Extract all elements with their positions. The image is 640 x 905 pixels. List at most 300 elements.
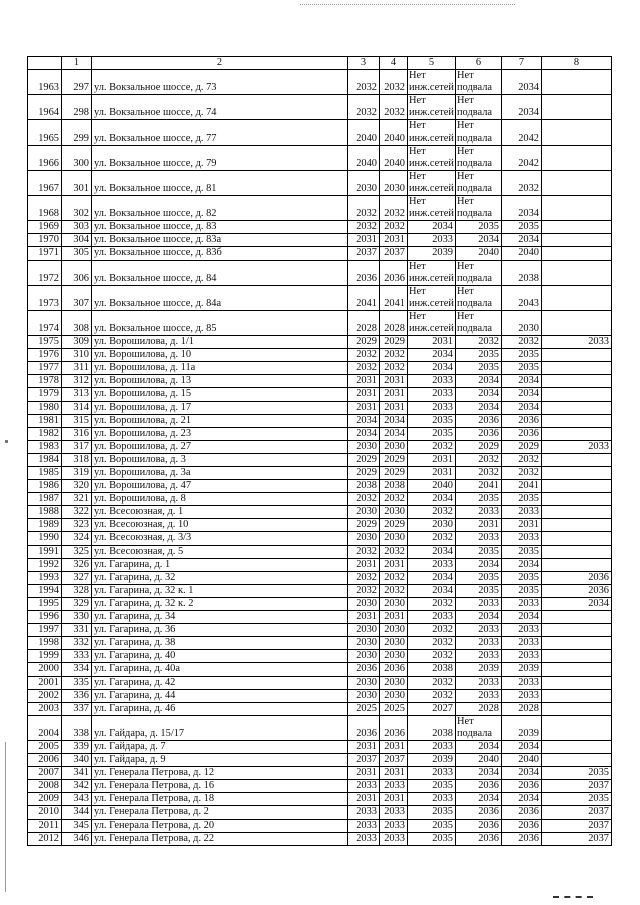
table-row	[28, 427, 612, 440]
cell-n: 1983	[28, 440, 62, 453]
cell-c7: 2040	[502, 247, 542, 260]
cell-c7: 2032	[502, 453, 542, 466]
cell-c6: 2034	[456, 611, 502, 624]
cell-c4: 2029	[380, 467, 408, 480]
cell-c4: 2034	[380, 427, 408, 440]
cell-c3: 2032	[348, 349, 380, 362]
cell-n: 1968	[28, 196, 62, 221]
cell-id: 334	[62, 663, 92, 676]
cell-addr: ул. Генерала Петрова, д. 12	[92, 767, 348, 780]
cell-n: 2003	[28, 702, 62, 715]
cell-c3: 2030	[348, 689, 380, 702]
cell-addr: ул. Ворошилова, д. 10	[92, 349, 348, 362]
cell-id: 310	[62, 349, 92, 362]
cell-c8	[542, 349, 612, 362]
cell-n: 2012	[28, 832, 62, 845]
cell-c8: 2036	[542, 584, 612, 597]
header-cell: 7	[502, 57, 542, 70]
cell-c4: 2032	[380, 349, 408, 362]
cell-c6: 2035	[456, 221, 502, 234]
header-cell: 3	[348, 57, 380, 70]
cell-c3: 2032	[348, 545, 380, 558]
cell-addr: ул. Ворошилова, д. 8	[92, 493, 348, 506]
cell-c5: 2027	[408, 702, 456, 715]
cell-c8	[542, 170, 612, 195]
cell-c5: 2034	[408, 493, 456, 506]
cell-c5: 2033	[408, 611, 456, 624]
cell-id: 335	[62, 676, 92, 689]
cell-c8	[542, 414, 612, 427]
cell-text-line: Нет	[457, 145, 474, 157]
cell-c7: 2030	[502, 310, 542, 335]
cell-addr: ул. Всесоюзная, д. 5	[92, 545, 348, 558]
cell-addr: ул. Гагарина, д. 32 к. 2	[92, 597, 348, 610]
cell-c8	[542, 70, 612, 95]
header-cell: 6	[456, 57, 502, 70]
cell-c8	[542, 145, 612, 170]
table-row	[28, 234, 612, 247]
cell-n: 1984	[28, 453, 62, 466]
cell-c8	[542, 624, 612, 637]
cell-addr: ул. Ворошилова, д. 27	[92, 440, 348, 453]
cell-c6: 2034	[456, 558, 502, 571]
cell-c5	[408, 120, 456, 145]
cell-addr: ул. Вокзальное шоссе, д. 83б	[92, 247, 348, 260]
cell-c6: 2033	[456, 650, 502, 663]
cell-c7: 2036	[502, 819, 542, 832]
cell-c6: 2035	[456, 584, 502, 597]
cell-c5: 2033	[408, 558, 456, 571]
cell-c4: 2038	[380, 480, 408, 493]
table-row	[28, 819, 612, 832]
table-row	[28, 467, 612, 480]
cell-c3: 2037	[348, 754, 380, 767]
cell-id: 313	[62, 388, 92, 401]
cell-text-line: Нет	[457, 196, 474, 208]
cell-c7: 2035	[502, 571, 542, 584]
cell-c7: 2034	[502, 558, 542, 571]
cell-id: 329	[62, 597, 92, 610]
cell-c3: 2038	[348, 480, 380, 493]
cell-text-line: Нет	[409, 260, 426, 272]
cell-c6	[456, 285, 502, 310]
cell-c7: 2034	[502, 388, 542, 401]
cell-c4: 2032	[380, 70, 408, 95]
cell-id: 301	[62, 170, 92, 195]
cell-text-line: подвала	[457, 157, 493, 169]
cell-c7: 2042	[502, 120, 542, 145]
cell-c8	[542, 375, 612, 388]
cell-c5: 2031	[408, 453, 456, 466]
cell-c4: 2029	[380, 336, 408, 349]
cell-c4: 2033	[380, 832, 408, 845]
cell-c4: 2032	[380, 571, 408, 584]
cell-c8: 2037	[542, 780, 612, 793]
table-row	[28, 493, 612, 506]
cell-n: 2005	[28, 740, 62, 753]
cell-addr: ул. Вокзальное шоссе, д. 73	[92, 70, 348, 95]
cell-n: 2007	[28, 767, 62, 780]
cell-c8	[542, 362, 612, 375]
cell-c3: 2033	[348, 832, 380, 845]
cell-id: 315	[62, 414, 92, 427]
cell-id: 340	[62, 754, 92, 767]
table-row	[28, 715, 612, 740]
cell-n: 1987	[28, 493, 62, 506]
cell-text-line: инж.сетей	[409, 82, 454, 94]
cell-c4: 2030	[380, 676, 408, 689]
cell-c5: 2038	[408, 663, 456, 676]
cell-c5: 2032	[408, 650, 456, 663]
cell-n: 1971	[28, 247, 62, 260]
cell-n: 1978	[28, 375, 62, 388]
cell-c4: 2030	[380, 689, 408, 702]
cell-id: 304	[62, 234, 92, 247]
cell-c6: 2033	[456, 637, 502, 650]
cell-c8	[542, 95, 612, 120]
cell-addr: ул. Гагарина, д. 44	[92, 689, 348, 702]
cell-c3: 2030	[348, 676, 380, 689]
table-row	[28, 637, 612, 650]
table-row	[28, 414, 612, 427]
cell-c8	[542, 545, 612, 558]
cell-addr: ул. Гагарина, д. 46	[92, 702, 348, 715]
cell-c6	[456, 170, 502, 195]
cell-id: 330	[62, 611, 92, 624]
cell-id: 345	[62, 819, 92, 832]
cell-c6: 2034	[456, 401, 502, 414]
cell-c7: 2043	[502, 285, 542, 310]
cell-c7: 2032	[502, 170, 542, 195]
cell-c4: 2041	[380, 285, 408, 310]
table-row	[28, 780, 612, 793]
cell-c8: 2037	[542, 832, 612, 845]
cell-c8	[542, 221, 612, 234]
table-row	[28, 793, 612, 806]
cell-id: 309	[62, 336, 92, 349]
cell-addr: ул. Гайдара, д. 9	[92, 754, 348, 767]
cell-c5	[408, 70, 456, 95]
cell-n: 1997	[28, 624, 62, 637]
cell-c4: 2032	[380, 196, 408, 221]
cell-addr: ул. Ворошилова, д. 23	[92, 427, 348, 440]
table-row	[28, 624, 612, 637]
table-row	[28, 806, 612, 819]
cell-c3: 2031	[348, 558, 380, 571]
cell-id: 320	[62, 480, 92, 493]
cell-c3: 2034	[348, 414, 380, 427]
table-body	[28, 57, 612, 846]
cell-c5: 2032	[408, 676, 456, 689]
table-row	[28, 362, 612, 375]
cell-text-line: подвала	[457, 727, 493, 739]
cell-addr: ул. Гагарина, д. 40	[92, 650, 348, 663]
cell-addr: ул. Гагарина, д. 34	[92, 611, 348, 624]
cell-addr: ул. Ворошилова, д. 1/1	[92, 336, 348, 349]
table-row	[28, 70, 612, 95]
cell-c4: 2025	[380, 702, 408, 715]
cell-c7: 2039	[502, 715, 542, 740]
cell-c5	[408, 145, 456, 170]
cell-addr: ул. Гагарина, д. 32	[92, 571, 348, 584]
cell-n: 1969	[28, 221, 62, 234]
cell-id: 319	[62, 467, 92, 480]
cell-c4: 2030	[380, 597, 408, 610]
cell-c4: 2031	[380, 234, 408, 247]
cell-addr: ул. Вокзальное шоссе, д. 77	[92, 120, 348, 145]
cell-c7: 2034	[502, 793, 542, 806]
table-row	[28, 440, 612, 453]
cell-id: 325	[62, 545, 92, 558]
cell-c3: 2032	[348, 571, 380, 584]
cell-n: 1980	[28, 401, 62, 414]
table-row	[28, 545, 612, 558]
cell-c7: 2041	[502, 480, 542, 493]
cell-c3: 2033	[348, 806, 380, 819]
cell-c5	[408, 170, 456, 195]
cell-c3: 2036	[348, 663, 380, 676]
cell-c5: 2031	[408, 467, 456, 480]
scan-artifact-dashes	[553, 896, 593, 898]
cell-c3: 2032	[348, 70, 380, 95]
cell-c3: 2034	[348, 427, 380, 440]
cell-c4: 2028	[380, 310, 408, 335]
cell-c8	[542, 310, 612, 335]
cell-c8: 2033	[542, 336, 612, 349]
cell-text-line: подвала	[457, 107, 493, 119]
cell-addr: ул. Вокзальное шоссе, д. 74	[92, 95, 348, 120]
table-row	[28, 145, 612, 170]
cell-id: 346	[62, 832, 92, 845]
cell-text-line: инж.сетей	[409, 107, 454, 119]
cell-id: 339	[62, 740, 92, 753]
cell-text-line: инж.сетей	[409, 182, 454, 194]
cell-c3: 2040	[348, 145, 380, 170]
table-row	[28, 375, 612, 388]
cell-addr: ул. Гагарина, д. 32 к. 1	[92, 584, 348, 597]
cell-c6: 2033	[456, 597, 502, 610]
cell-c5: 2034	[408, 362, 456, 375]
cell-id: 297	[62, 70, 92, 95]
cell-c6	[456, 145, 502, 170]
cell-addr: ул. Ворошилова, д. 13	[92, 375, 348, 388]
cell-c3: 2031	[348, 375, 380, 388]
table-row	[28, 611, 612, 624]
cell-n: 1985	[28, 467, 62, 480]
cell-c4: 2030	[380, 170, 408, 195]
cell-c6: 2033	[456, 506, 502, 519]
cell-addr: ул. Вокзальное шоссе, д. 84а	[92, 285, 348, 310]
cell-c5: 2032	[408, 624, 456, 637]
cell-n: 1982	[28, 427, 62, 440]
cell-n: 1991	[28, 545, 62, 558]
table-row	[28, 558, 612, 571]
cell-c4: 2031	[380, 793, 408, 806]
cell-text-line: Нет	[409, 70, 426, 82]
cell-c6: 2035	[456, 349, 502, 362]
cell-c7: 2033	[502, 650, 542, 663]
table-row	[28, 401, 612, 414]
cell-text-line: Нет	[409, 196, 426, 208]
cell-c3: 2030	[348, 637, 380, 650]
cell-id: 302	[62, 196, 92, 221]
cell-c6: 2033	[456, 689, 502, 702]
cell-addr: ул. Ворошилова, д. 17	[92, 401, 348, 414]
cell-c8	[542, 247, 612, 260]
table-row	[28, 170, 612, 195]
table-row	[28, 349, 612, 362]
cell-c6: 2035	[456, 362, 502, 375]
cell-id: 338	[62, 715, 92, 740]
cell-addr: ул. Гагарина, д. 1	[92, 558, 348, 571]
cell-c4: 2032	[380, 362, 408, 375]
cell-c7: 2035	[502, 493, 542, 506]
cell-c8	[542, 467, 612, 480]
cell-addr: ул. Гагарина, д. 40а	[92, 663, 348, 676]
cell-c4: 2031	[380, 740, 408, 753]
cell-c4: 2036	[380, 715, 408, 740]
cell-c7: 2035	[502, 221, 542, 234]
cell-text-line: Нет	[457, 70, 474, 82]
cell-c5: 2034	[408, 545, 456, 558]
cell-c4: 2030	[380, 624, 408, 637]
cell-text-line: Нет	[457, 95, 474, 107]
cell-c8	[542, 637, 612, 650]
cell-c4: 2036	[380, 663, 408, 676]
cell-id: 306	[62, 260, 92, 285]
cell-c6	[456, 196, 502, 221]
cell-c4: 2031	[380, 558, 408, 571]
cell-addr: ул. Генерала Петрова, д. 22	[92, 832, 348, 845]
housing-repair-schedule-table	[27, 56, 612, 846]
cell-c6: 2041	[456, 480, 502, 493]
cell-c5: 2030	[408, 519, 456, 532]
cell-n: 2011	[28, 819, 62, 832]
cell-c4: 2031	[380, 401, 408, 414]
cell-c8	[542, 493, 612, 506]
cell-c3: 2036	[348, 715, 380, 740]
cell-c6: 2036	[456, 414, 502, 427]
cell-c5: 2035	[408, 414, 456, 427]
cell-text-line: Нет	[409, 310, 426, 322]
cell-text-line: Нет	[457, 285, 474, 297]
cell-addr: ул. Ворошилова, д. 3а	[92, 467, 348, 480]
table-row	[28, 336, 612, 349]
cell-addr: ул. Вокзальное шоссе, д. 83	[92, 221, 348, 234]
cell-n: 1992	[28, 558, 62, 571]
cell-id: 303	[62, 221, 92, 234]
cell-id: 331	[62, 624, 92, 637]
scan-artifact-line	[300, 4, 515, 5]
scan-margin-line	[5, 742, 6, 892]
cell-n: 1975	[28, 336, 62, 349]
cell-text-line: Нет	[409, 95, 426, 107]
cell-c6: 2034	[456, 793, 502, 806]
cell-c3: 2030	[348, 624, 380, 637]
cell-c4: 2032	[380, 545, 408, 558]
cell-c6: 2036	[456, 780, 502, 793]
cell-addr: ул. Всесоюзная, д. 10	[92, 519, 348, 532]
cell-addr: ул. Гагарина, д. 38	[92, 637, 348, 650]
cell-c6: 2040	[456, 247, 502, 260]
cell-c3: 2036	[348, 260, 380, 285]
cell-c3: 2031	[348, 740, 380, 753]
cell-c7: 2036	[502, 806, 542, 819]
cell-addr: ул. Гагарина, д. 36	[92, 624, 348, 637]
cell-c4: 2030	[380, 532, 408, 545]
cell-n: 1988	[28, 506, 62, 519]
cell-text-line: Нет	[409, 170, 426, 182]
cell-c3: 2033	[348, 780, 380, 793]
cell-c7: 2033	[502, 597, 542, 610]
cell-c3: 2031	[348, 388, 380, 401]
cell-c5: 2032	[408, 440, 456, 453]
cell-c8: 2035	[542, 793, 612, 806]
cell-n: 2002	[28, 689, 62, 702]
cell-c6: 2034	[456, 388, 502, 401]
cell-c5: 2034	[408, 571, 456, 584]
cell-addr: ул. Всесоюзная, д. 1	[92, 506, 348, 519]
cell-text-line: Нет	[409, 120, 426, 132]
cell-c7: 2039	[502, 663, 542, 676]
cell-id: 311	[62, 362, 92, 375]
cell-c7: 2036	[502, 427, 542, 440]
cell-id: 327	[62, 571, 92, 584]
cell-n: 1998	[28, 637, 62, 650]
cell-c5: 2035	[408, 832, 456, 845]
cell-n: 1990	[28, 532, 62, 545]
cell-c4: 2032	[380, 95, 408, 120]
table-row	[28, 95, 612, 120]
cell-addr: ул. Ворошилова, д. 15	[92, 388, 348, 401]
cell-c6: 2035	[456, 493, 502, 506]
cell-c3: 2029	[348, 519, 380, 532]
cell-c8: 2036	[542, 571, 612, 584]
cell-id: 341	[62, 767, 92, 780]
cell-c7: 2042	[502, 145, 542, 170]
header-cell: 1	[62, 57, 92, 70]
cell-text-line: Нет	[457, 310, 474, 322]
cell-addr: ул. Ворошилова, д. 3	[92, 453, 348, 466]
cell-c4: 2034	[380, 414, 408, 427]
cell-c8	[542, 676, 612, 689]
cell-c7: 2036	[502, 832, 542, 845]
cell-c7: 2034	[502, 95, 542, 120]
cell-n: 1977	[28, 362, 62, 375]
cell-c5: 2032	[408, 637, 456, 650]
cell-text-line: Нет	[457, 260, 474, 272]
cell-c8	[542, 740, 612, 753]
cell-c3: 2041	[348, 285, 380, 310]
cell-c8	[542, 388, 612, 401]
cell-c5	[408, 310, 456, 335]
cell-c8	[542, 506, 612, 519]
cell-c3: 2030	[348, 440, 380, 453]
cell-text-line: инж.сетей	[409, 272, 454, 284]
cell-c8	[542, 558, 612, 571]
cell-text-line: подвала	[457, 182, 493, 194]
cell-id: 343	[62, 793, 92, 806]
cell-c4: 2037	[380, 247, 408, 260]
cell-c6	[456, 120, 502, 145]
cell-c3: 2032	[348, 196, 380, 221]
table-row	[28, 285, 612, 310]
cell-c7: 2035	[502, 584, 542, 597]
cell-c8: 2037	[542, 819, 612, 832]
table-row	[28, 260, 612, 285]
cell-n: 1979	[28, 388, 62, 401]
table-header-row	[28, 57, 612, 70]
